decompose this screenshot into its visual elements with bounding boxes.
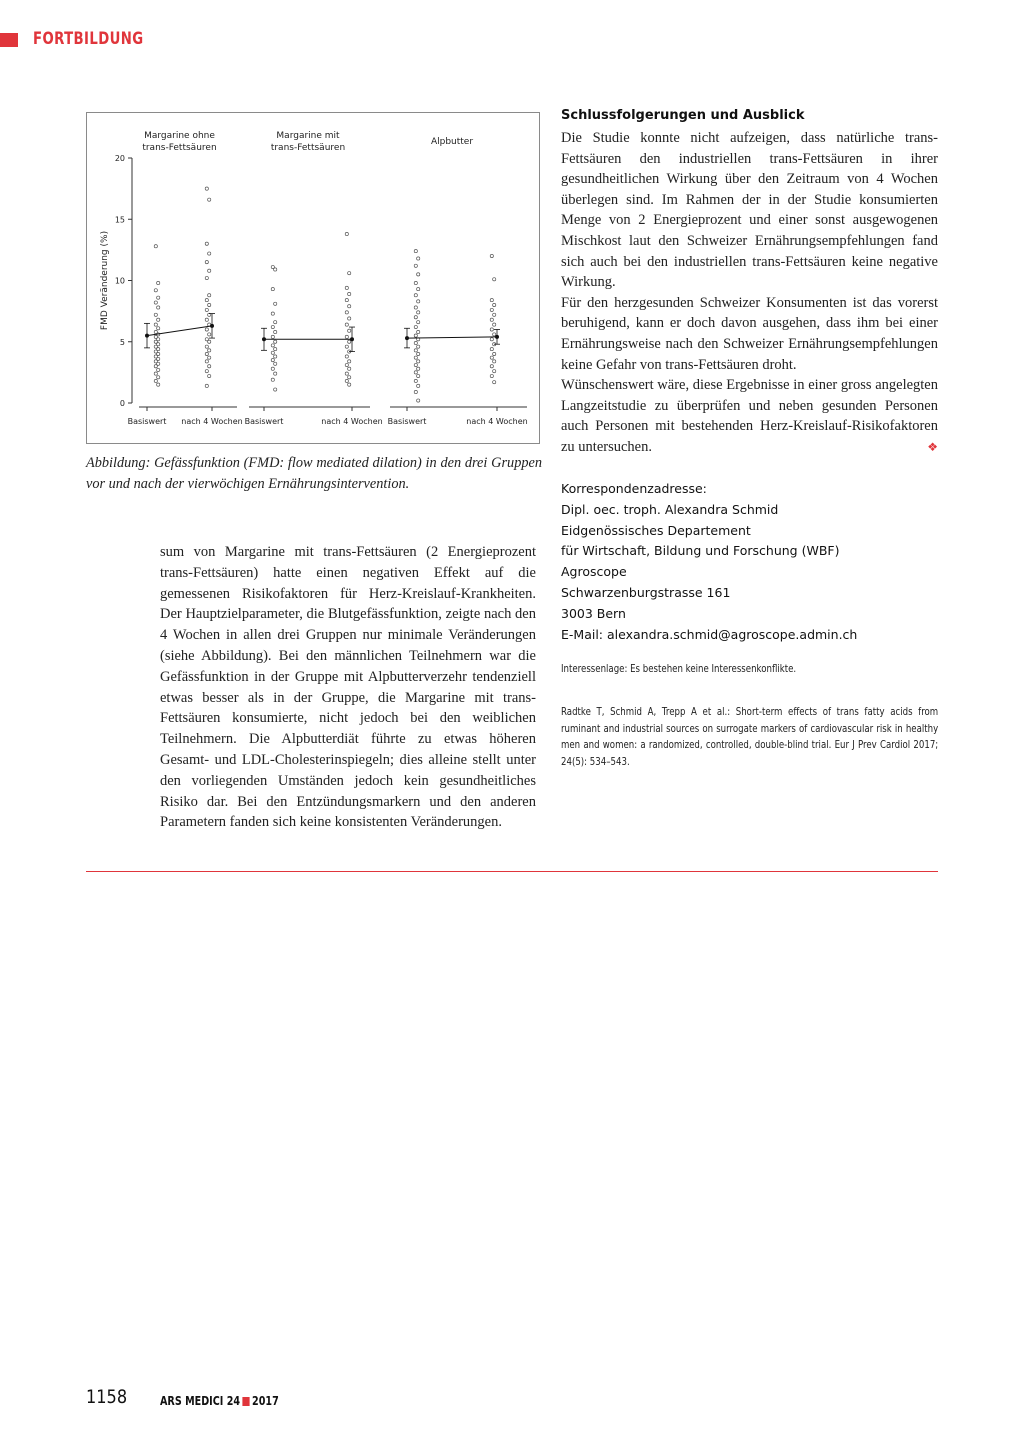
y-tick-label: 5 <box>119 337 125 347</box>
data-point <box>417 352 420 355</box>
section-heading: Schlussfolgerungen und Ausblick <box>561 108 805 123</box>
data-point <box>490 328 493 331</box>
data-point <box>154 323 157 326</box>
data-point <box>208 198 211 201</box>
data-point <box>414 294 417 297</box>
y-tick-label: 10 <box>114 276 125 286</box>
y-tick-label: 0 <box>119 399 125 408</box>
data-point <box>417 257 420 260</box>
x-tick-label: nach 4 Wochen <box>181 417 243 426</box>
data-point <box>490 299 493 302</box>
data-point <box>274 355 277 358</box>
data-point <box>274 268 277 271</box>
data-point <box>490 356 493 359</box>
data-point <box>493 303 496 306</box>
data-point <box>154 365 157 368</box>
data-point <box>208 356 211 359</box>
data-point <box>345 379 348 382</box>
footer-square-icon <box>242 1397 249 1406</box>
data-point <box>157 368 160 371</box>
section-marker <box>0 33 18 47</box>
y-tick-label: 15 <box>114 215 125 225</box>
data-point <box>348 360 351 363</box>
y-axis-label: FMD Veränderung (%) <box>100 230 110 331</box>
data-point <box>154 245 157 248</box>
data-point <box>205 328 208 331</box>
conclusion-paragraph-2: Für den herzgesunden Schweizer Konsumenten ist das vorerst beruhigend, kann er doch davon ausgehen, dass ihm bei einer Ernährungsweise nach den Schweizer Ernährungsempfehlungen keine Gefahr von trans-Fettsäuren droht. <box>561 294 938 373</box>
data-point <box>271 312 274 315</box>
data-point <box>414 281 417 284</box>
conclusion-paragraph-3 <box>561 375 938 457</box>
x-tick-label: nach 4 Wochen <box>321 417 383 426</box>
data-point <box>493 370 496 373</box>
data-point <box>205 345 208 348</box>
data-point <box>271 359 274 362</box>
data-point <box>417 273 420 276</box>
data-point <box>417 360 420 363</box>
data-point <box>157 327 160 330</box>
group-title: trans-Fettsäuren <box>142 143 217 153</box>
mean-point <box>262 337 266 341</box>
data-point <box>271 351 274 354</box>
data-point <box>274 321 277 324</box>
mean-point <box>145 334 149 338</box>
group-title: trans-Fettsäuren <box>270 143 346 153</box>
data-point <box>417 321 420 324</box>
data-point <box>271 378 274 381</box>
data-point <box>274 388 277 391</box>
data-point <box>414 306 417 309</box>
data-point <box>271 367 274 370</box>
data-point <box>345 299 348 302</box>
data-point <box>205 384 208 387</box>
data-point <box>414 356 417 359</box>
data-point <box>154 372 157 375</box>
mean-point <box>495 335 499 339</box>
data-point <box>205 370 208 373</box>
data-point <box>208 340 211 343</box>
data-point <box>417 384 420 387</box>
y-tick-label: 20 <box>114 154 125 163</box>
data-point <box>417 300 420 303</box>
mean-point <box>405 336 409 340</box>
address-label: Korrespondenzadresse: <box>561 481 707 496</box>
figure-chart <box>86 112 540 444</box>
data-point <box>417 374 420 377</box>
data-point <box>490 374 493 377</box>
data-point <box>348 317 351 320</box>
data-point <box>157 318 160 321</box>
data-point <box>417 287 420 290</box>
data-point <box>493 313 496 316</box>
left-column-text <box>160 542 536 833</box>
journal-year: 2017 <box>252 1394 279 1408</box>
data-point <box>208 333 211 336</box>
data-point <box>271 325 274 328</box>
data-point <box>205 360 208 363</box>
data-point <box>493 352 496 355</box>
data-point <box>205 261 208 264</box>
data-point <box>348 272 351 275</box>
data-point <box>205 318 208 321</box>
data-point <box>205 187 208 190</box>
data-point <box>274 372 277 375</box>
data-point <box>271 287 274 290</box>
data-point <box>157 306 160 309</box>
data-point <box>490 254 493 257</box>
group-title: Alpbutter <box>430 137 474 147</box>
data-point <box>157 383 160 386</box>
data-point <box>493 360 496 363</box>
mean-line <box>407 337 497 338</box>
data-point <box>274 330 277 333</box>
data-point <box>345 335 348 338</box>
figure-caption: Abbildung: Gefässfunktion (FMD: flow mediated dilation) in den drei Gruppen vor und nach der vierwöchigen Ernährungsintervention. <box>86 455 542 492</box>
data-point <box>348 376 351 379</box>
group-title: Margarine mit <box>276 131 340 141</box>
reference: Radtke T, Schmid A, Trepp A et al.: Short-term effects of trans fatty acids from ruminant and industrial sources on surrogate markers of cardiovascular risk in healthy men and women: a randomized, controlled, double-blind trial. Eur J Prev Cardiol 2017; 24(5): 534–543. <box>561 706 939 768</box>
data-point <box>345 372 348 375</box>
data-point <box>345 363 348 366</box>
data-point <box>205 352 208 355</box>
x-tick-label: Basiswert <box>244 417 284 426</box>
data-point <box>348 383 351 386</box>
data-point <box>157 376 160 379</box>
correspondence-address <box>561 479 857 645</box>
mean-point <box>210 324 214 328</box>
data-point <box>205 276 208 279</box>
data-point <box>345 311 348 314</box>
data-point <box>154 313 157 316</box>
data-point <box>154 301 157 304</box>
data-point <box>490 308 493 311</box>
data-point <box>417 399 420 402</box>
data-point <box>417 311 420 314</box>
group-title: Margarine ohne <box>144 131 215 141</box>
data-point <box>345 323 348 326</box>
data-point <box>414 334 417 337</box>
end-mark-icon: ❖ <box>927 439 938 454</box>
address-name: Dipl. oec. troph. Alexandra Schmid <box>561 501 779 517</box>
data-point <box>493 323 496 326</box>
data-point <box>205 308 208 311</box>
data-point <box>205 242 208 245</box>
data-point <box>345 286 348 289</box>
data-point <box>493 333 496 336</box>
data-point <box>345 355 348 358</box>
data-point <box>348 367 351 370</box>
data-point <box>417 367 420 370</box>
data-point <box>208 374 211 377</box>
data-point <box>414 264 417 267</box>
data-point <box>348 340 351 343</box>
address-line: Agroscope <box>561 564 627 580</box>
chart-svg <box>87 113 539 443</box>
page-number: 1158 <box>86 1386 128 1408</box>
data-point <box>205 299 208 302</box>
data-point <box>493 381 496 384</box>
data-point <box>414 363 417 366</box>
data-point <box>154 289 157 292</box>
data-point <box>414 390 417 393</box>
data-point <box>154 379 157 382</box>
data-point <box>493 278 496 281</box>
mean-point <box>350 337 354 341</box>
data-point <box>414 349 417 352</box>
data-point <box>414 371 417 374</box>
data-point <box>208 269 211 272</box>
data-point <box>490 318 493 321</box>
data-point <box>274 362 277 365</box>
data-point <box>345 345 348 348</box>
conclusion-paragraph-3-text: Wünschenswert wäre, diese Ergebnisse in einer gross angelegten Langzeitstudie zu überprüfen und neben gesunden Personen auch Personen mit bestehenden Herz-Kreislauf-Risikofaktoren zu untersuchen. <box>561 377 938 455</box>
address-email: E-Mail: alexandra.schmid@agroscope.admin.ch <box>561 626 858 642</box>
data-point <box>274 348 277 351</box>
data-point <box>417 345 420 348</box>
data-point <box>345 232 348 235</box>
data-point <box>157 296 160 299</box>
address-city: 3003 Bern <box>561 605 626 621</box>
data-point <box>208 294 211 297</box>
data-point <box>490 338 493 341</box>
data-point <box>271 344 274 347</box>
data-point <box>348 305 351 308</box>
data-point <box>208 349 211 352</box>
data-point <box>490 365 493 368</box>
conflict-of-interest-note: Interessenlage: Es bestehen keine Interessenkonflikte. <box>561 663 797 675</box>
footer-journal <box>160 1394 279 1408</box>
body-paragraph: sum von Margarine mit trans-Fettsäuren (2 Energieprozent trans-Fettsäuren) hatte einen negativen Effekt auf die gemessenen Risikofaktoren für Herz-Kreislauf-Krankheiten. Der Hauptzielparameter, die Blutgefässfunktion, zeigte nach den 4 Wochen in allen drei Gruppen nur minimale Veränderungen (siehe Abbildung). Bei den männlichen Teilnehmern war die Gefässfunktion in der Gruppe mit Alpbutterverzehr tendenziell etwas besser als in der Gruppe, die Margarine mit trans-Fettsäuren konsumierte, nicht jedoch bei den weiblichen Teilnehmern. Die Alpbutterdiät führte zu etwas höheren Gesamt- und LDL-Cholesterinspiegeln; dies alleine stellt unter den vorliegenden Umständen jedoch kein gesundheitliches Risiko dar. Bei den Entzündungsmarkern und den anderen Parametern fanden sich keine konsistenten Veränderungen. <box>160 544 536 831</box>
data-point <box>208 303 211 306</box>
data-point <box>348 329 351 332</box>
data-point <box>208 252 211 255</box>
x-tick-label: Basiswert <box>387 417 427 426</box>
data-point <box>274 340 277 343</box>
address-line: für Wirtschaft, Bildung und Forschung (WBF) <box>561 543 840 559</box>
x-tick-label: nach 4 Wochen <box>466 417 528 426</box>
data-point <box>348 292 351 295</box>
data-point <box>414 341 417 344</box>
right-column-text <box>561 128 938 458</box>
data-point <box>490 348 493 351</box>
address-street: Schwarzenburgstrasse 161 <box>561 584 731 600</box>
data-point <box>414 379 417 382</box>
data-point <box>271 335 274 338</box>
x-tick-label: Basiswert <box>127 417 167 426</box>
data-point <box>414 325 417 328</box>
address-line: Eidgenössisches Departement <box>561 522 751 538</box>
data-point <box>414 250 417 253</box>
data-point <box>274 302 277 305</box>
section-divider <box>86 871 938 872</box>
journal-name: ARS MEDICI 24 <box>160 1394 241 1408</box>
conclusion-paragraph-1: Die Studie konnte nicht aufzeigen, dass natürliche trans-Fettsäuren den industriellen trans-Fettsäuren in ihrer gesundheitlichen Wirkung über den Zeitraum von 4 Wochen überlegen sind. Im Rahmen der in der Studie konsumierten Menge von 2 Energieprozent und einer sonst ausgewogenen Mischkost laut den Schweizer Ernährungsempfehlungen fand sich auch bei den industriellen trans-Fettsäuren keine negative Wirkung. <box>561 130 938 291</box>
section-title: FORTBILDUNG <box>33 29 144 49</box>
data-point <box>414 316 417 319</box>
data-point <box>157 281 160 284</box>
data-point <box>417 330 420 333</box>
data-point <box>208 365 211 368</box>
